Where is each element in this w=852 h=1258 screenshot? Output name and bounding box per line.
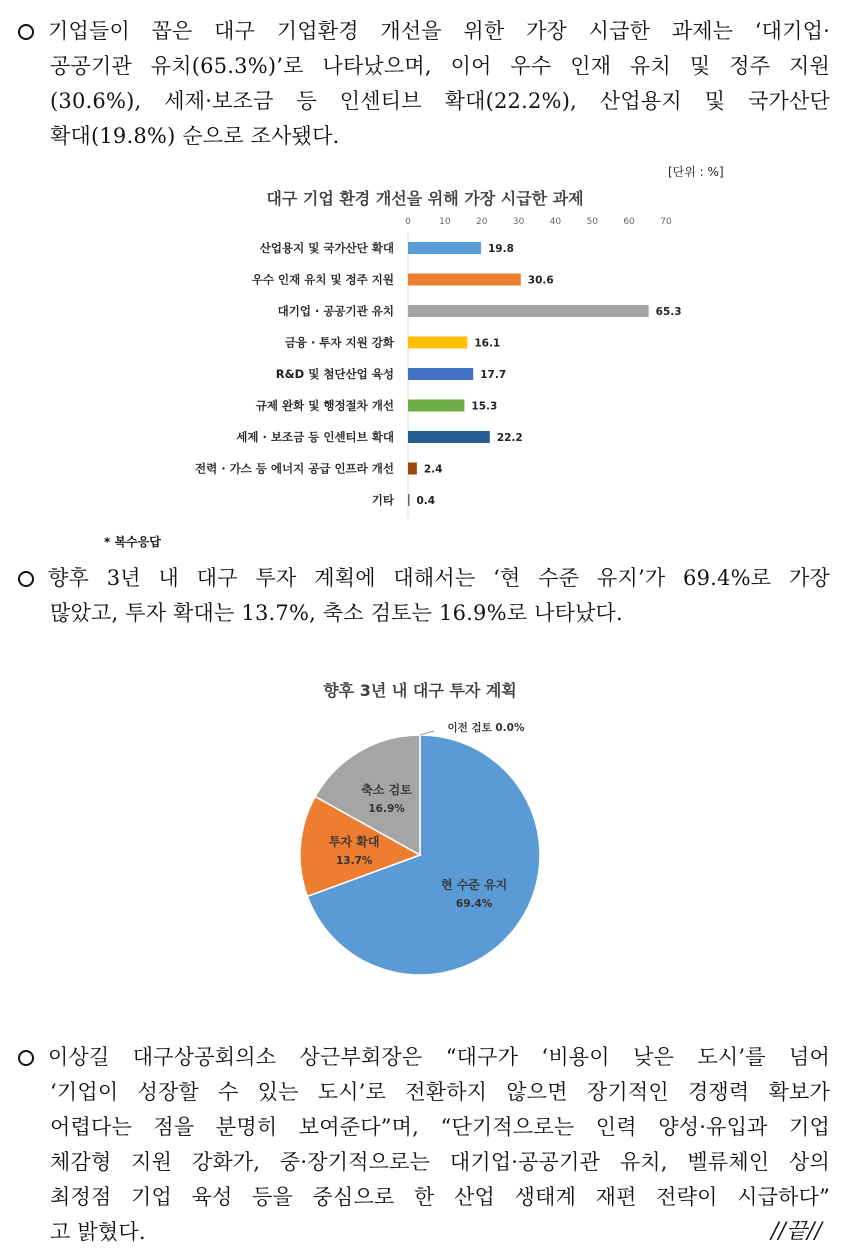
paragraph-3-line-6: 고 밝혔다. bbox=[50, 1220, 146, 1244]
category-label: 기타 bbox=[371, 493, 394, 507]
end-mark: //끝// bbox=[771, 1219, 822, 1244]
paragraph-1 bbox=[18, 14, 830, 154]
x-tick-label: 50 bbox=[586, 217, 599, 227]
pie-slice-name: 이전 검토 0.0% bbox=[447, 722, 525, 734]
bar-chart-bars bbox=[195, 241, 682, 507]
pie-slice-value: 69.4% bbox=[455, 897, 493, 910]
category-label: 우수 인재 유치 및 정주 지원 bbox=[251, 272, 394, 287]
circle-bullet-icon bbox=[18, 571, 34, 587]
pie-slice-name: 현 수준 유지 bbox=[440, 877, 508, 892]
pie-chart bbox=[260, 670, 600, 990]
x-tick-label: 20 bbox=[475, 217, 488, 227]
paragraph-3-line-5: 최정점 기업 육성 등을 중심으로 한 산업 생태계 재편 전략이 시급하다” bbox=[50, 1185, 830, 1209]
pie-chart-title: 향후 3년 내 대구 투자 계획 bbox=[323, 681, 517, 700]
bar-value-label: 30.6 bbox=[527, 274, 554, 287]
bar-value-label: 0.4 bbox=[416, 495, 436, 507]
category-label: 산업용지 및 국가산단 확대 bbox=[259, 241, 394, 255]
bar-chart-x-axis bbox=[405, 217, 672, 227]
bar bbox=[408, 305, 649, 317]
paragraph-3-line-4: 체감형 지원 강화가, 중·장기적으로는 대기업·공공기관 유치, 벨류체인 상의 bbox=[50, 1150, 830, 1174]
x-tick-label: 0 bbox=[405, 217, 411, 227]
bar bbox=[408, 368, 473, 380]
paragraph-2 bbox=[18, 561, 830, 631]
pie-slice-name: 축소 검토 bbox=[361, 783, 412, 798]
bar-value-label: 16.1 bbox=[474, 337, 501, 350]
bar-value-label: 22.2 bbox=[496, 432, 523, 444]
bar bbox=[408, 494, 409, 506]
bar-value-label: 19.8 bbox=[487, 243, 514, 255]
bar-value-label: 2.4 bbox=[423, 463, 443, 476]
pie-slice-value: 13.7% bbox=[335, 854, 373, 867]
category-label: 전력 · 가스 등 에너지 공급 인프라 개선 bbox=[194, 461, 394, 476]
paragraph-3-line-3: 어렵다는 점을 분명히 보여준다”며, “단기적으로는 인력 양성·유입과 기업 bbox=[50, 1115, 830, 1139]
x-tick-label: 40 bbox=[549, 217, 562, 227]
category-label: 금융 · 투자 지원 강화 bbox=[284, 335, 394, 350]
pie-leader-line bbox=[420, 731, 434, 735]
paragraph-1-line-2: 공공기관 유치(65.3%)’로 나타났으며, 이어 우수 인재 유치 및 정주 지원 bbox=[50, 54, 830, 78]
bar bbox=[408, 274, 521, 286]
x-tick-label: 60 bbox=[623, 217, 635, 227]
bar bbox=[408, 463, 417, 475]
circle-bullet-icon bbox=[18, 24, 34, 40]
circle-bullet-icon bbox=[18, 1050, 34, 1066]
category-label: R&D 및 첨단산업 육성 bbox=[275, 367, 394, 381]
paragraph-2-line-2: 많았고, 투자 확대는 13.7%, 축소 검토는 16.9%로 나타났다. bbox=[50, 601, 623, 625]
bar-chart bbox=[160, 180, 720, 525]
x-tick-label: 30 bbox=[512, 217, 525, 227]
paragraph-3 bbox=[18, 1040, 830, 1250]
bar bbox=[408, 400, 464, 412]
pie-slice-value: 16.9% bbox=[368, 803, 405, 816]
paragraph-1-line-3: (30.6%), 세제·보조금 등 인센티브 확대(22.2%), 산업용지 및 국가산단 bbox=[50, 89, 830, 113]
x-tick-label: 10 bbox=[439, 217, 451, 227]
category-label: 세제 · 보조금 등 인센티브 확대 bbox=[236, 430, 394, 444]
bar bbox=[408, 337, 467, 349]
bar-value-label: 15.3 bbox=[471, 400, 498, 413]
bar-value-label: 65.3 bbox=[655, 306, 682, 318]
category-label: 대기업 · 공공기관 유치 bbox=[277, 304, 394, 318]
bar bbox=[408, 242, 481, 254]
category-label: 규제 완화 및 행정절차 개선 bbox=[255, 398, 394, 413]
bar bbox=[408, 431, 490, 443]
pie-slice-name: 투자 확대 bbox=[328, 834, 380, 849]
footnote: * 복수응답 bbox=[104, 535, 161, 549]
bar-chart-title: 대구 기업 환경 개선을 위해 가장 시급한 과제 bbox=[266, 189, 584, 208]
paragraph-1-line-4: 확대(19.8%) 순으로 조사됐다. bbox=[50, 124, 340, 148]
paragraph-3-line-1: 이상길 대구상공회의소 상근부회장은 “대구가 ‘비용이 낮은 도시’를 넘어 bbox=[48, 1045, 830, 1069]
bar-value-label: 17.7 bbox=[480, 369, 507, 381]
paragraph-2-line-1: 향후 3년 내 대구 투자 계획에 대해서는 ‘현 수준 유지’가 69.4%로 가장 bbox=[48, 566, 830, 590]
paragraph-3-line-2: ‘기업이 성장할 수 있는 도시’로 전환하지 않으면 장기적인 경쟁력 확보가 bbox=[50, 1080, 830, 1104]
x-tick-label: 70 bbox=[660, 217, 672, 227]
unit-label: [단위 : %] bbox=[668, 165, 724, 179]
paragraph-1-line-1: 기업들이 꼽은 대구 기업환경 개선을 위한 가장 시급한 과제는 ‘대기업· bbox=[48, 19, 830, 43]
